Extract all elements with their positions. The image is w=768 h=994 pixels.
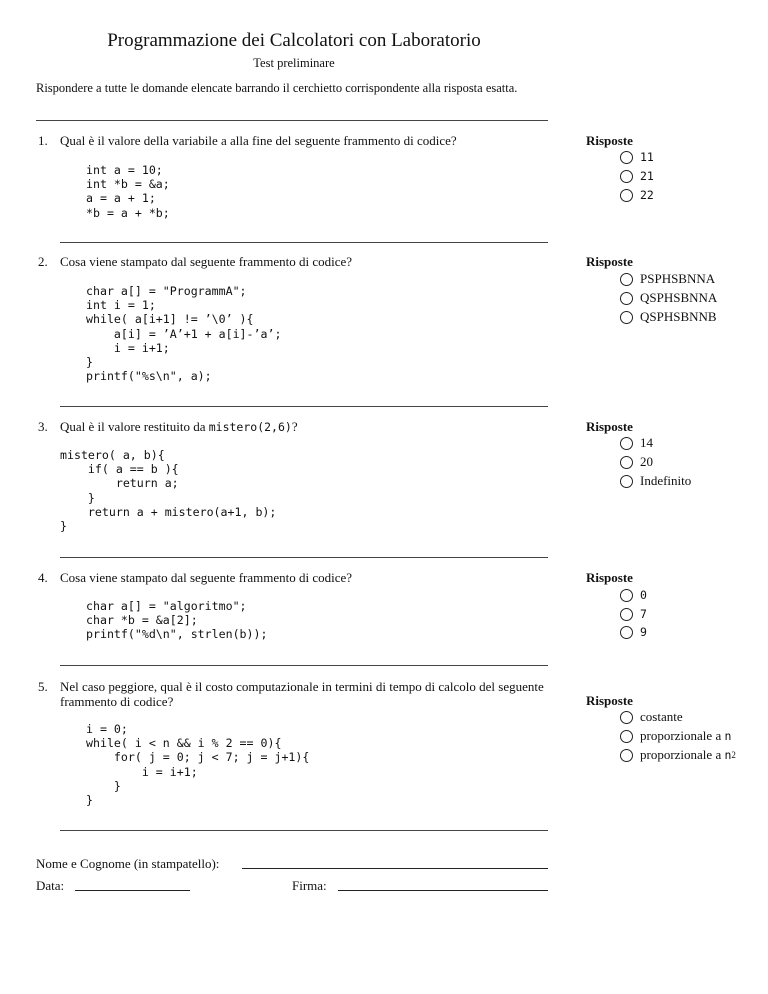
option-label: 9 (640, 625, 647, 639)
radio-circle[interactable] (620, 475, 633, 488)
option-label: 21 (640, 169, 654, 183)
radio-circle[interactable] (620, 589, 633, 602)
signature-field[interactable] (338, 890, 548, 891)
answer-option[interactable] (620, 270, 715, 288)
question-text-end: ? (291, 419, 298, 434)
answer-option[interactable] (620, 186, 654, 204)
divider (60, 242, 548, 243)
code-block: i = 0; while( i < n && i % 2 == 0){ for( j = 0; j < 7; j = j+1){ i = i+1; } } (86, 722, 310, 808)
date-field[interactable] (75, 890, 190, 891)
name-label: Nome e Cognome (in stampatello): (36, 856, 220, 871)
answer-option[interactable] (620, 605, 647, 623)
inline-code: mistero(2,6) (208, 420, 292, 434)
question-text: Qual è il valore restituito da (60, 419, 209, 434)
question-number: 1. (38, 133, 48, 148)
question-number: 2. (38, 254, 48, 269)
answers-heading: Risposte (586, 133, 633, 148)
answer-option[interactable] (620, 586, 647, 604)
option-label: 7 (640, 607, 647, 621)
radio-circle[interactable] (620, 749, 633, 762)
option-label: QSPHSBNNA (640, 290, 718, 305)
radio-circle[interactable] (620, 151, 633, 164)
page-title: Programmazione dei Calcolatori con Laboratorio (107, 30, 481, 51)
code-block: char a[] = "algoritmo"; char *b = &a[2]; printf("%d\n", strlen(b)); (86, 599, 268, 642)
radio-circle[interactable] (620, 626, 633, 639)
answers-heading: Risposte (586, 419, 633, 434)
option-label: proporzionale a (640, 728, 722, 743)
question-number: 3. (38, 419, 48, 434)
answers-heading: Risposte (586, 693, 633, 708)
radio-circle[interactable] (620, 311, 633, 324)
question-5 (38, 679, 550, 709)
radio-circle[interactable] (620, 730, 633, 743)
answer-option[interactable] (620, 434, 653, 452)
radio-circle[interactable] (620, 456, 633, 469)
radio-circle[interactable] (620, 711, 633, 724)
option-label: proporzionale a (640, 747, 722, 762)
option-label: QSPHSBNNB (640, 309, 717, 324)
divider (60, 557, 548, 558)
signature-label: Firma: (292, 878, 327, 893)
answer-option[interactable] (620, 727, 731, 745)
code-block: int a = 10; int *b = &a; a = a + 1; *b = a + *b; (86, 163, 170, 220)
radio-circle[interactable] (620, 170, 633, 183)
radio-circle[interactable] (620, 292, 633, 305)
question-text: Nel caso peggiore, qual è il costo computazionale in termini di tempo di calcolo del seguente frammento di codice? (60, 679, 544, 709)
option-exponent: 2 (731, 750, 736, 760)
answers-heading: Risposte (586, 570, 633, 585)
divider (60, 665, 548, 666)
radio-circle[interactable] (620, 273, 633, 286)
divider (60, 406, 548, 407)
answer-option[interactable] (620, 453, 653, 471)
option-label: 14 (640, 435, 653, 450)
option-label: Indefinito (640, 473, 692, 488)
answer-option[interactable] (620, 623, 647, 641)
option-label: 22 (640, 188, 654, 202)
code-block: char a[] = "ProgrammA"; int i = 1; while( a[i+1] != ’\0’ ){ a[i] = ’A’+1 + a[i]-’a’; i = i+1; } printf("%s\n", a); (86, 284, 282, 384)
option-label: PSPHSBNNA (640, 271, 716, 286)
option-label: costante (640, 709, 683, 724)
answer-option[interactable] (620, 746, 736, 764)
radio-circle[interactable] (620, 608, 633, 621)
answer-option[interactable] (620, 289, 717, 307)
question-3 (38, 419, 550, 435)
answer-option[interactable] (620, 308, 717, 326)
question-text: Cosa viene stampato dal seguente frammento di codice? (60, 570, 353, 585)
option-label: 11 (640, 150, 654, 164)
answer-option[interactable] (620, 167, 654, 185)
question-1 (38, 133, 550, 148)
page-subtitle: Test preliminare (253, 56, 335, 70)
question-4 (38, 570, 550, 585)
answer-option[interactable] (620, 708, 683, 726)
option-label: 0 (640, 588, 647, 602)
option-label: 20 (640, 454, 653, 469)
radio-circle[interactable] (620, 189, 633, 202)
option-variable: n (724, 729, 732, 743)
answers-heading: Risposte (586, 254, 633, 269)
question-text: Qual è il valore della variabile a alla fine del seguente frammento di codice? (60, 133, 457, 148)
answer-option[interactable] (620, 148, 654, 166)
question-text: Cosa viene stampato dal seguente frammento di codice? (60, 254, 353, 269)
code-block: mistero( a, b){ if( a == b ){ return a; } return a + mistero(a+1, b); } (60, 448, 277, 534)
divider (60, 830, 548, 831)
divider (36, 120, 548, 121)
name-field[interactable] (242, 868, 548, 869)
instructions: Rispondere a tutte le domande elencate barrando il cerchietto corrispondente alla risposta esatta. (36, 81, 518, 95)
answer-option[interactable] (620, 472, 691, 490)
question-2 (38, 254, 550, 269)
radio-circle[interactable] (620, 437, 633, 450)
question-number: 4. (38, 570, 48, 585)
date-label: Data: (36, 878, 65, 893)
option-variable: n (724, 748, 732, 762)
question-number: 5. (38, 679, 48, 694)
